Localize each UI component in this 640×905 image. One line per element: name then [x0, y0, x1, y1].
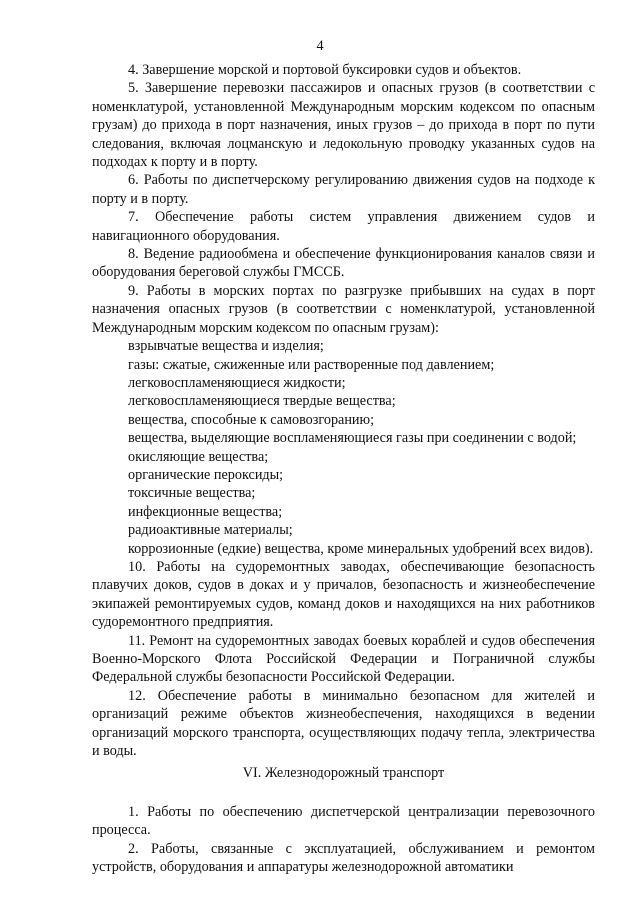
paragraph-item-10: 10. Работы на судоремонтных заводах, обеспечивающие безопасность плавучих доков, судов в доках и у причалов, безопасность и жизнеобеспечение экипажей ремонтируемых судов, команд доков и находящихся на них работников судоремонтного предприятия.	[92, 558, 595, 631]
hazard-class-item: легковоспламеняющиеся жидкости;	[128, 374, 346, 391]
paragraph-item-8: 8. Ведение радиообмена и обеспечение функционирования каналов связи и оборудования береговой службы ГМССБ.	[92, 246, 595, 281]
section-heading: VI. Железнодорожный транспорт	[242, 765, 445, 782]
hazard-class-item: органические пероксиды;	[128, 466, 284, 483]
hazard-class-item: газы: сжатые, сжиженные или растворенные под давлением;	[128, 356, 495, 373]
hazard-class-list	[92, 337, 595, 558]
paragraph-item-6: 6. Работы по диспетчерскому регулированию движения судов на подходе к порту и в порту.	[92, 172, 595, 207]
page-number: 4	[316, 38, 324, 54]
paragraph-rail-item-1: 1. Работы по обеспечению диспетчерской централизации перевозочного процесса.	[92, 803, 595, 839]
hazard-class-item: инфекционные вещества;	[128, 503, 283, 520]
hazard-class-item: вещества, способные к самовозгоранию;	[128, 411, 375, 428]
paragraph-rail-item-2: 2. Работы, связанные с эксплуатацией, обслуживанием и ремонтом устройств, оборудования и аппаратуры железнодорожной автоматики	[92, 840, 595, 876]
paragraph-item-7: 7. Обеспечение работы систем управления движением судов и навигационного оборудования.	[92, 209, 595, 244]
hazard-class-item: окисляющие вещества;	[128, 448, 269, 465]
hazard-class-item: вещества, выделяющие воспламеняющиеся газы при соединении с водой;	[128, 430, 577, 447]
page-content	[92, 61, 595, 876]
hazard-class-item: радиоактивные материалы;	[128, 522, 293, 539]
hazard-class-item: взрывчатые вещества и изделия;	[128, 338, 324, 355]
paragraph-item-4: 4. Завершение морской и портовой буксировки судов и объектов.	[128, 62, 522, 78]
paragraph-item-5: 5. Завершение перевозки пассажиров и опасных грузов (в соответствии с номенклатурой, установленной Международным морским кодексом по опасным грузам) до прихода в порт назначения, иных грузов – до прихода в порт по пути следования, включая лоцманскую и ледокольную проводку указанных судов на подходах к порту и в порту.	[92, 80, 595, 171]
hazard-class-item-last: коррозионные (едкие) вещества, кроме минеральных удобрений всех видов).	[128, 540, 594, 557]
hazard-class-item: токсичные вещества;	[128, 485, 256, 502]
paragraph-item-11: 11. Ремонт на судоремонтных заводах боевых кораблей и судов обеспечения Военно-Морского Флота Российской Федерации и Пограничной службы Федеральной службы безопасности Российской Федерации.	[92, 632, 595, 686]
paragraph-item-12: 12. Обеспечение работы в минимально безопасном для жителей и организаций режиме объектов жизнеобеспечения, находящихся в ведении организаций морского транспорта, осуществляющих подачу тепла, электричества и воды.	[92, 687, 595, 760]
hazard-class-item: легковоспламеняющиеся твердые вещества;	[128, 393, 396, 410]
paragraph-item-9: 9. Работы в морских портах по разгрузке прибывших на судах в порт назначения опасных грузов (в соответствии с номенклатурой, установленной Международным морским кодексом по опасным грузам):	[92, 282, 595, 336]
